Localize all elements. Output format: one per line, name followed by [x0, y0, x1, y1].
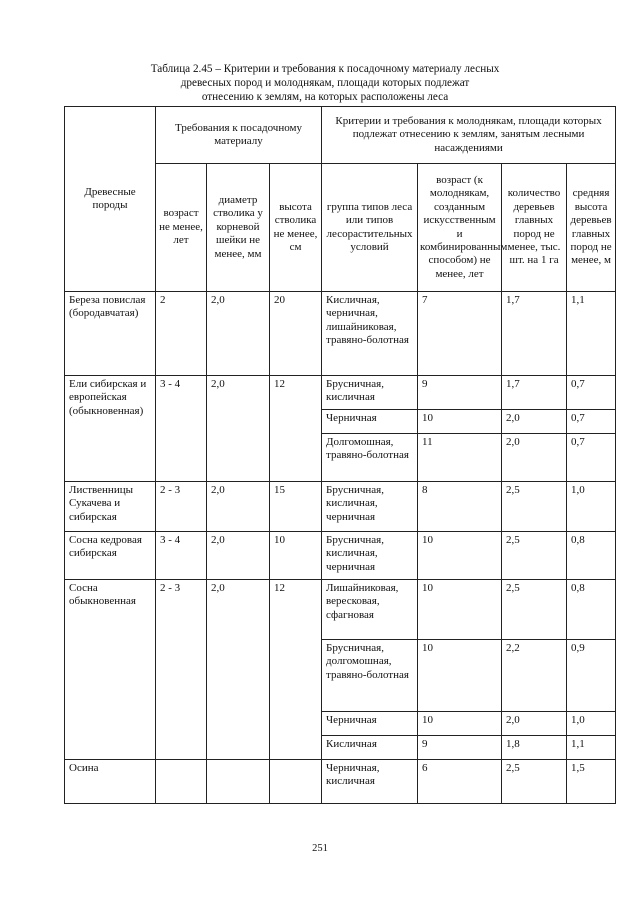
quantity-cell: 1,7 — [502, 376, 567, 410]
diameter-cell: 2,0 — [207, 482, 270, 532]
quantity-cell: 2,5 — [502, 532, 567, 580]
header-planting-group: Требования к посадочному материалу — [156, 107, 322, 164]
header-species: Древесные породы — [65, 107, 156, 292]
species-cell: Сосна обыкновенная — [65, 580, 156, 760]
young-age-cell: 7 — [418, 292, 502, 376]
header-diameter: диаметр стволика у корневой шейки не менее, мм — [207, 164, 270, 292]
forest-type-cell: Брусничная, долгомошная, травяно-болотная — [322, 640, 418, 712]
young-age-cell: 9 — [418, 736, 502, 760]
table-caption — [60, 62, 590, 104]
avg-height-cell: 1,0 — [567, 712, 616, 736]
forest-type-cell: Черничная — [322, 410, 418, 434]
table-row — [65, 532, 616, 580]
quantity-cell: 1,7 — [502, 292, 567, 376]
quantity-cell: 2,5 — [502, 580, 567, 640]
forest-type-cell: Брусничная, кисличная, черничная — [322, 532, 418, 580]
table-row — [65, 580, 616, 640]
young-age-cell: 8 — [418, 482, 502, 532]
height-cell: 12 — [270, 376, 322, 482]
quantity-cell: 2,0 — [502, 434, 567, 482]
header-young-group: Критерии и требования к молоднякам, площади которых подлежат отнесению к землям, занятым лесными насаждениями — [322, 107, 616, 164]
diameter-cell: 2,0 — [207, 532, 270, 580]
species-cell: Ели сибирская и европейская (обыкновенная) — [65, 376, 156, 482]
young-age-cell: 10 — [418, 410, 502, 434]
table-row — [65, 482, 616, 532]
avg-height-cell: 0,9 — [567, 640, 616, 712]
young-age-cell: 11 — [418, 434, 502, 482]
height-cell — [270, 760, 322, 804]
header-forest-type: группа типов леса или типов лесорастительных условий — [322, 164, 418, 292]
young-age-cell: 10 — [418, 532, 502, 580]
caption-line-2: древесных пород и молоднякам, площади которых подлежат — [180, 77, 470, 89]
young-age-cell: 6 — [418, 760, 502, 804]
header-height: высота стволика не менее, см — [270, 164, 322, 292]
avg-height-cell: 1,1 — [567, 292, 616, 376]
age-cell: 2 - 3 — [156, 482, 207, 532]
forest-type-cell: Черничная — [322, 712, 418, 736]
height-cell: 20 — [270, 292, 322, 376]
age-cell: 2 — [156, 292, 207, 376]
quantity-cell: 2,2 — [502, 640, 567, 712]
forest-type-cell: Долгомошная, травяно-болотная — [322, 434, 418, 482]
quantity-cell: 2,0 — [502, 712, 567, 736]
criteria-table — [64, 106, 616, 804]
species-cell: Лиственницы Сукачева и сибирская — [65, 482, 156, 532]
forest-type-cell: Брусничная, кисличная — [322, 376, 418, 410]
young-age-cell: 10 — [418, 580, 502, 640]
table-header — [65, 107, 616, 292]
table-row — [65, 760, 616, 804]
table-row — [65, 292, 616, 376]
page-number: 251 — [312, 843, 328, 854]
forest-type-cell: Брусничная, кисличная, черничная — [322, 482, 418, 532]
avg-height-cell: 1,0 — [567, 482, 616, 532]
diameter-cell: 2,0 — [207, 292, 270, 376]
height-cell: 10 — [270, 532, 322, 580]
young-age-cell: 10 — [418, 640, 502, 712]
quantity-cell: 2,0 — [502, 410, 567, 434]
age-cell: 3 - 4 — [156, 532, 207, 580]
young-age-cell: 9 — [418, 376, 502, 410]
avg-height-cell: 1,1 — [567, 736, 616, 760]
age-cell: 3 - 4 — [156, 376, 207, 482]
quantity-cell: 2,5 — [502, 482, 567, 532]
height-cell: 12 — [270, 580, 322, 760]
forest-type-cell: Кисличная, черничная, лишайниковая, травяно-болотная — [322, 292, 418, 376]
caption-line-3: отнесению к землям, на которых расположены леса — [201, 91, 449, 103]
avg-height-cell: 0,7 — [567, 376, 616, 410]
quantity-cell: 2,5 — [502, 760, 567, 804]
forest-type-cell: Лишайниковая, вересковая, сфагновая — [322, 580, 418, 640]
caption-line-1: Таблица 2.45 – Критерии и требования к посадочному материалу лесных — [150, 63, 500, 75]
height-cell: 15 — [270, 482, 322, 532]
header-young-age: возраст (к молоднякам, созданным искусственным и комбинированным способом) не менее, лет — [418, 164, 502, 292]
forest-type-cell: Кисличная — [322, 736, 418, 760]
age-cell: 2 - 3 — [156, 580, 207, 760]
species-cell: Осина — [65, 760, 156, 804]
diameter-cell — [207, 760, 270, 804]
table-body — [65, 292, 616, 804]
avg-height-cell: 0,8 — [567, 580, 616, 640]
avg-height-cell: 1,5 — [567, 760, 616, 804]
avg-height-cell: 0,7 — [567, 410, 616, 434]
diameter-cell: 2,0 — [207, 580, 270, 760]
species-cell: Сосна кедровая сибирская — [65, 532, 156, 580]
avg-height-cell: 0,8 — [567, 532, 616, 580]
young-age-cell: 10 — [418, 712, 502, 736]
header-avg-height: средняя высота деревьев главных пород не менее, м — [567, 164, 616, 292]
quantity-cell: 1,8 — [502, 736, 567, 760]
header-age: возраст не менее, лет — [156, 164, 207, 292]
table-row — [65, 376, 616, 410]
species-cell: Береза повислая (бородавчатая) — [65, 292, 156, 376]
age-cell — [156, 760, 207, 804]
avg-height-cell: 0,7 — [567, 434, 616, 482]
forest-type-cell: Черничная, кисличная — [322, 760, 418, 804]
diameter-cell: 2,0 — [207, 376, 270, 482]
header-quantity: количество деревьев главных пород не менее, тыс. шт. на 1 га — [502, 164, 567, 292]
